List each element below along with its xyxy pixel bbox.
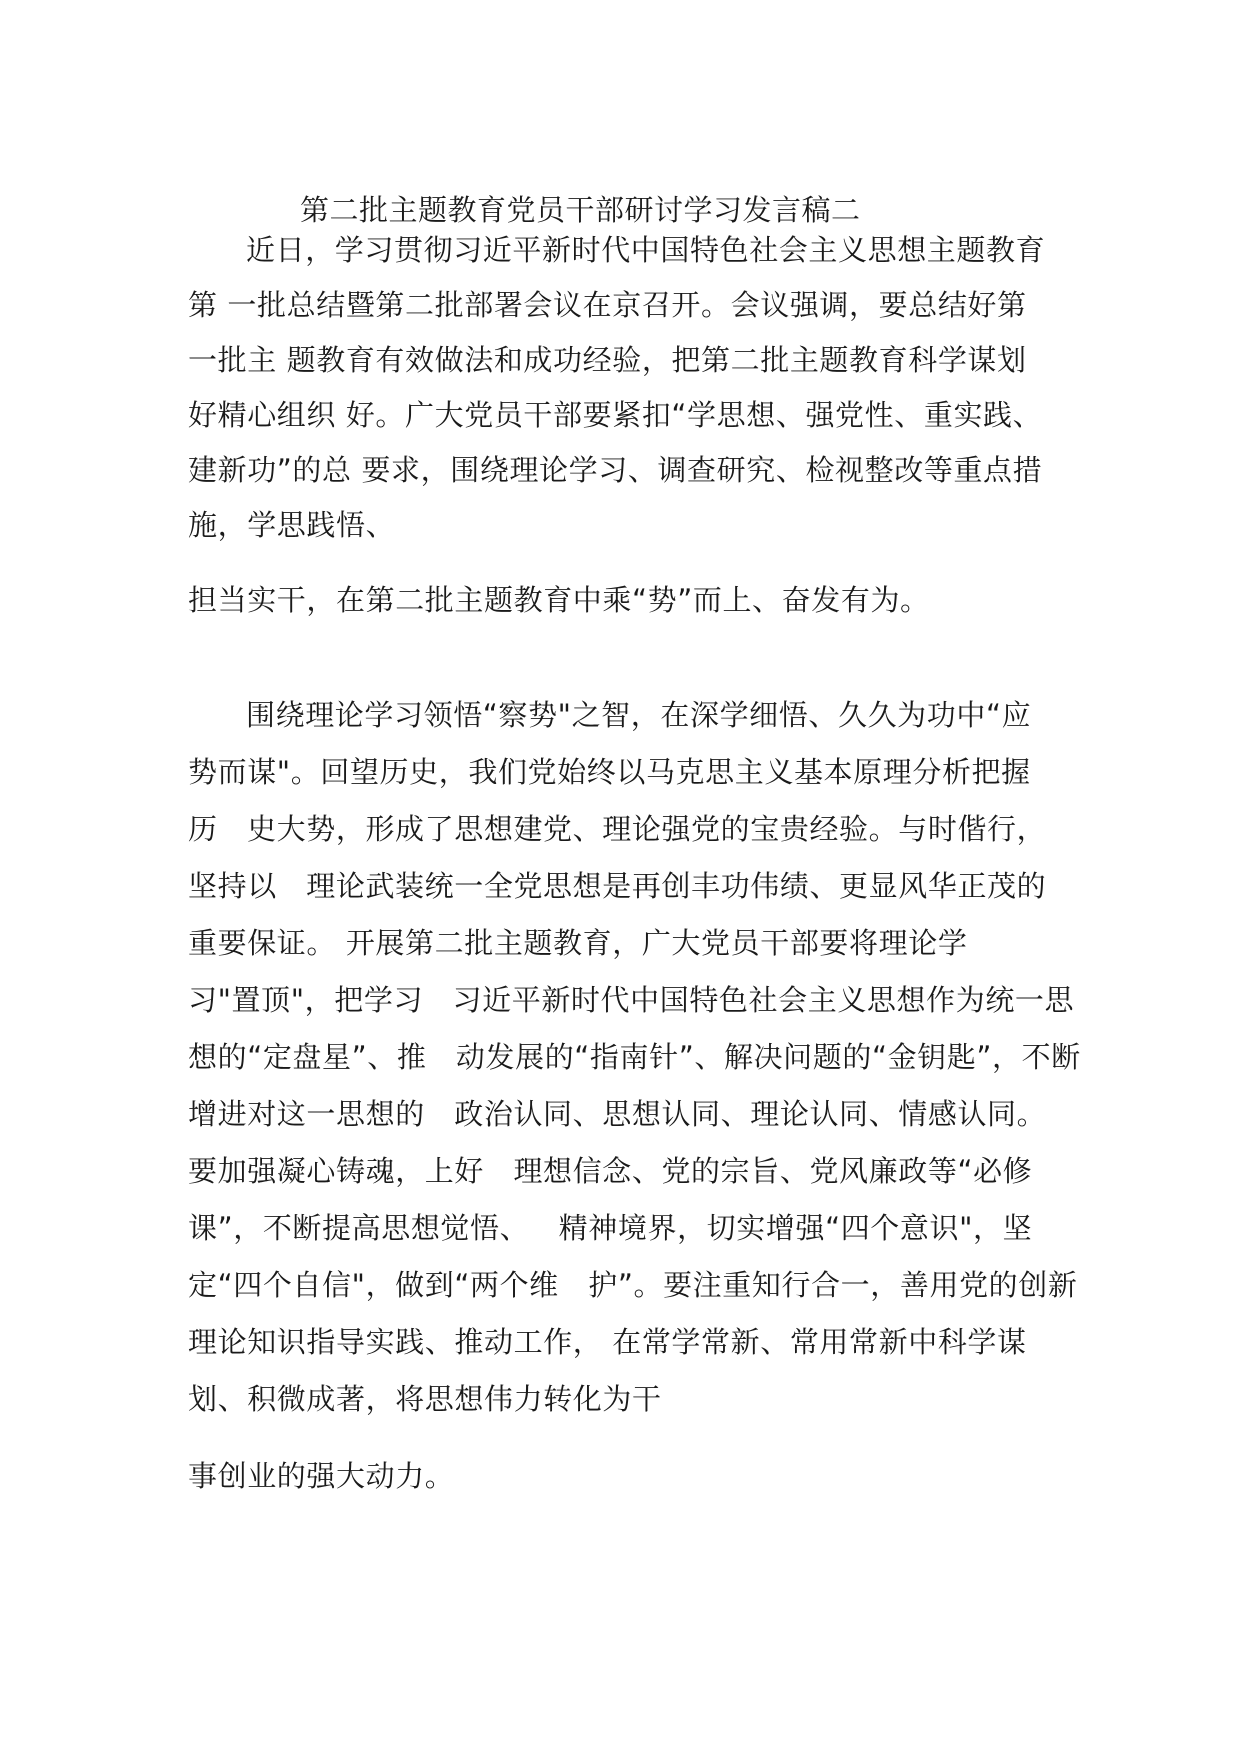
paragraph-line: 势而谋"。回望历史，我们党始终以马克思主义基本原理分析把握 xyxy=(188,755,1031,789)
paragraph-line: 近日，学习贯彻习近平新时代中国特色社会主义思想主题教育 xyxy=(246,233,1046,267)
paragraph-line: 习"置顶"，把学习 习近平新时代中国特色社会主义思想作为统一思 xyxy=(188,983,1075,1017)
paragraph-line: 围绕理论学习领悟“察势"之智，在深学细悟、久久为功中“应 xyxy=(246,698,1032,732)
paragraph-line: 第 一批总结暨第二批部署会议在京召开。会议强调，要总结好第 xyxy=(188,288,1027,322)
paragraph-line: 好精心组织 好。广大党员干部要紧扣“学思想、强党性、重实践、 xyxy=(188,398,1043,432)
paragraph-line: 历 史大势，形成了思想建党、理论强党的宝贵经验。与时偕行， xyxy=(188,812,1047,846)
paragraph-line: 事创业的强大动力。 xyxy=(188,1459,455,1493)
paragraph-line: 划、积微成著，将思想伟力转化为干 xyxy=(188,1382,662,1416)
paragraph-line: 定“四个自信"，做到“两个维 护”。要注重知行合一，善用党的创新 xyxy=(188,1268,1078,1302)
paragraph-line: 重要保证。 开展第二批主题教育，广大党员干部要将理论学 xyxy=(188,926,968,960)
paragraph-line: 担当实干，在第二批主题教育中乘“势”而上、奋发有为。 xyxy=(188,583,930,617)
paragraph-line: 建新功”的总 要求，围绕理论学习、调查研究、检视整改等重点措 xyxy=(188,453,1043,487)
paragraph-line: 理论知识指导实践、推动工作， 在常学常新、常用常新中科学谋 xyxy=(188,1325,1027,1359)
paragraph-line: 一批主 题教育有效做法和成功经验，把第二批主题教育科学谋划 xyxy=(188,343,1027,377)
paragraph-line: 坚持以 理论武装统一全党思想是再创丰功伟绩、更显风华正茂的 xyxy=(188,869,1047,903)
paragraph-line: 施，学思践悟、 xyxy=(188,508,396,542)
paragraph-line: 课”，不断提高思想觉悟、 精神境界，切实增强“四个意识"，坚 xyxy=(188,1211,1033,1245)
document-title: 第二批主题教育党员干部研讨学习发言稿二 xyxy=(300,193,861,227)
paragraph-line: 增进对这一思想的 政治认同、思想认同、理论认同、情感认同。 xyxy=(188,1097,1047,1131)
paragraph-line: 想的“定盘星”、推 动发展的“指南针”、解决问题的“金钥匙”，不断 xyxy=(188,1040,1081,1074)
paragraph-line: 要加强凝心铸魂，上好 理想信念、党的宗旨、党风廉政等“必修 xyxy=(188,1154,1033,1188)
